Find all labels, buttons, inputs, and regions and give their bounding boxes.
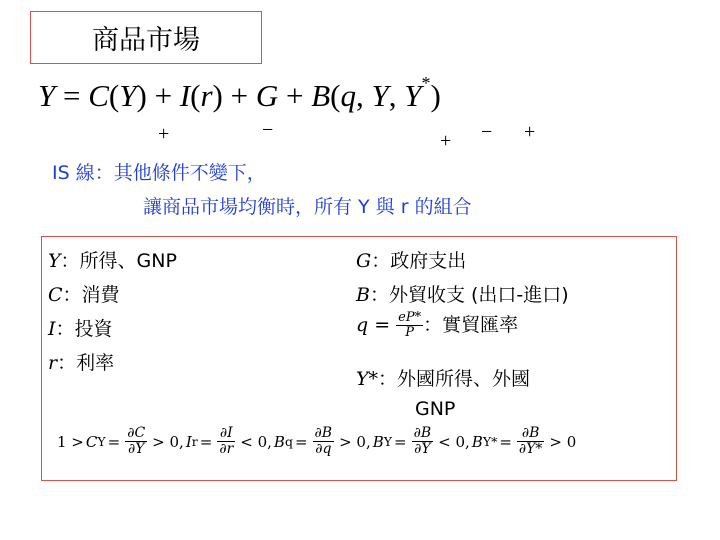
frac-dI-dr: $\frac{\partial I}{\partial r}$ (219, 425, 234, 458)
def-C: C：消費 (48, 284, 120, 306)
title-box (30, 11, 262, 64)
is-line-1: IS 線：其他條件不變下， (52, 162, 266, 184)
def-Y: Y：所得、GNP (48, 250, 177, 272)
eq-part: , (356, 78, 372, 113)
eq-part: C (88, 78, 109, 113)
eq-part: B (311, 78, 331, 113)
sign-B-q: + (440, 130, 452, 152)
eq-part: + (278, 78, 312, 113)
eq-part: * (421, 72, 431, 93)
def-r: r：利率 (48, 352, 115, 374)
eq-part: ( (330, 78, 341, 113)
frac-dC-dY: $\frac{\partial C}{\partial Y}$ (127, 425, 146, 458)
is-equation (38, 72, 441, 114)
eq-part: Y (404, 78, 422, 113)
frac-dB-dYstar: $\frac{\partial B}{\partial Y*}$ (518, 425, 543, 458)
eq-part: ) + (136, 78, 180, 113)
eq-part: = (63, 78, 89, 113)
eq-part: ( (108, 78, 120, 113)
sign-B-Y: − (481, 121, 493, 143)
def-Ystar: Y*：外國所得、外國 (356, 368, 531, 390)
eq-part: G (255, 78, 279, 113)
derivative-conditions: 1 > C Y = $\frac{\partial C}{\partial Y}$ > 0, I r = $\frac{\partial I}{\partial r}$ < 0, B q = $\frac{\partial B}{\partial q}$ > 0, B Y = $\frac{\partial B}{\partial Y}$ < 0, B Y* = $\frac{\partial B}{\partial Y*}$ > 0 (57, 425, 577, 458)
eq-part: Y (371, 78, 389, 113)
eq-part: r (200, 78, 213, 113)
fraction-eP-P: $\frac{eP*}{P}$ (398, 309, 422, 340)
is-line-2: 讓商品市場均衡時，所有 Y 與 r 的組合 (143, 196, 472, 218)
page-title: 商品市場 (92, 25, 200, 56)
frac-dB-dq: $\frac{\partial B}{\partial q}$ (314, 425, 333, 458)
eq-part: ) + (212, 78, 256, 113)
eq-Y: Y (38, 78, 56, 113)
def-Ystar-cont: GNP (415, 398, 456, 420)
sign-I-r: − (262, 119, 274, 141)
def-B: B：外貿收支 (出口-進口) (356, 284, 569, 306)
eq-part: ) (430, 78, 441, 113)
def-I: I：投資 (48, 318, 113, 340)
frac-dB-dY: $\frac{\partial B}{\partial Y}$ (413, 425, 432, 458)
def-q: q = $\frac{eP*}{P}$ ：實貿匯率 (356, 309, 519, 340)
eq-part: q (340, 78, 356, 113)
eq-part: Y (119, 78, 137, 113)
def-G: G：政府支出 (356, 250, 467, 272)
eq-part: , (388, 78, 405, 113)
sign-C-Y: + (158, 123, 170, 145)
eq-part: I (179, 78, 191, 113)
eq-part: ( (190, 78, 201, 113)
sign-B-Ystar: + (524, 121, 536, 143)
